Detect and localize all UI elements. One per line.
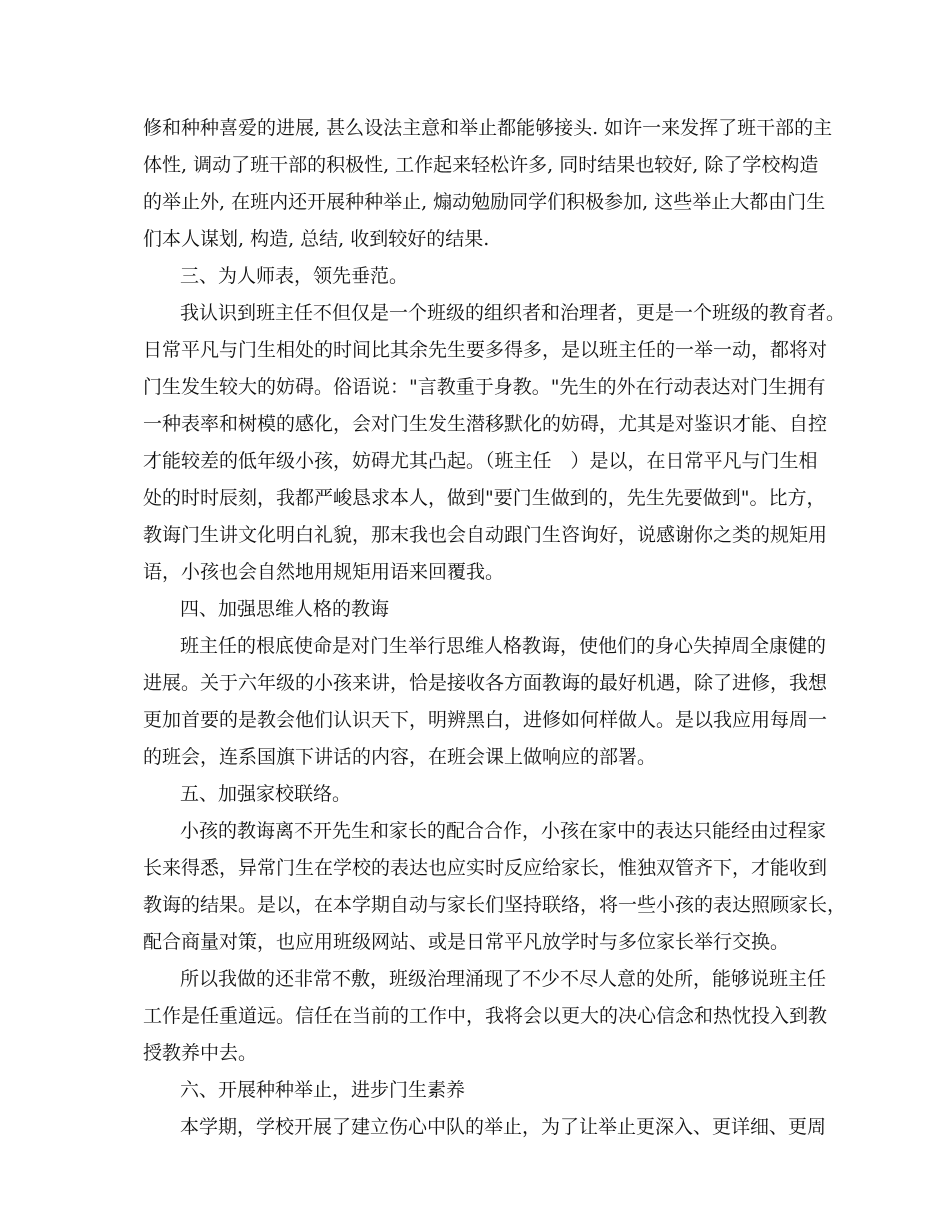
text-line: 进展。关于六年级的小孩来讲，恰是接收各方面教诲的最好机遇，除了进修，我想 xyxy=(143,672,828,694)
text-line: 修和种种喜爱的进展, 甚么设法主意和举止都能够接头. 如许一来发挥了班干部的主 xyxy=(143,117,833,139)
text-line: 更加首要的是教会他们认识天下，明辨黑白，进修如何样做人。是以我应用每周一 xyxy=(143,709,828,731)
text-line: 的举止外, 在班内还开展种种举止, 煽动勉励同学们积极参加, 这些举止大都由门生 xyxy=(143,191,826,213)
section-heading: 三、为人师表，领先垂范。 xyxy=(180,265,409,287)
text-line: 体性, 调动了班干部的积极性, 工作起来轻松许多, 同时结果也较好, 除了学校构造 xyxy=(143,154,819,176)
text-line: 的班会，连系国旗下讲话的内容，在班会课上做响应的部署。 xyxy=(143,746,657,768)
text-line: 教诲门生讲文化明白礼貌，那末我也会自动跟门生咨询好，说感谢你之类的规矩用 xyxy=(143,524,828,546)
text-line: 教诲的结果。是以，在本学期自动与家长们坚持联络，将一些小孩的表达照顾家长， xyxy=(143,894,847,916)
text-line: 们本人谋划, 构造, 总结, 收到较好的结果. xyxy=(143,228,490,250)
text-line: 长来得悉，异常门生在学校的表达也应实时反应给家长，惟独双管齐下，才能收到 xyxy=(143,857,828,879)
text-line: 小孩的教诲离不开先生和家长的配合合作，小孩在家中的表达只能经由过程家 xyxy=(180,820,827,842)
text-line: 授教养中去。 xyxy=(143,1042,258,1064)
text-line: 本学期，学校开展了建立伤心中队的举止，为了让举止更深入、更详细、更周 xyxy=(180,1116,827,1138)
text-line: 配合商量对策，也应用班级网站、或是日常平凡放学时与多位家长举行交换。 xyxy=(143,931,790,953)
text-line: 门生发生较大的妨碍。俗语说："言教重于身教。"先生的外在行动表达对门生拥有 xyxy=(143,376,826,398)
text-line: 班主任的根底使命是对门生举行思维人格教诲，使他们的身心失掉周全康健的 xyxy=(180,635,827,657)
text-line: 才能较差的低年级小孩，妨碍尤其凸起。（班主任 ）是以，在日常平凡与门生相 xyxy=(143,450,818,472)
section-heading: 五、加强家校联络。 xyxy=(180,783,352,805)
text-line: 所以我做的还非常不敷，班级治理涌现了不少不尽人意的处所，能够说班主任 xyxy=(180,968,827,990)
text-line: 我认识到班主任不但仅是一个班级的组织者和治理者，更是一个班级的教育者。 xyxy=(180,302,846,324)
section-heading: 六、开展种种举止，进步门生素养 xyxy=(180,1079,466,1101)
text-line: 一种表率和树模的感化，会对门生发生潜移默化的妨碍，尤其是对鉴识才能、自控 xyxy=(143,413,828,435)
text-line: 日常平凡与门生相处的时间比其余先生要多得多，是以班主任的一举一动，都将对 xyxy=(143,339,828,361)
section-heading: 四、加强思维人格的教诲 xyxy=(180,598,390,620)
text-line: 语，小孩也会自然地用规矩用语来回覆我。 xyxy=(143,561,505,583)
text-line: 处的时时辰刻，我都严峻恳求本人，做到"要门生做到的，先生先要做到"。比方， xyxy=(143,487,826,509)
text-line: 工作是任重道远。信任在当前的工作中，我将会以更大的决心信念和热忱投入到教 xyxy=(143,1005,828,1027)
